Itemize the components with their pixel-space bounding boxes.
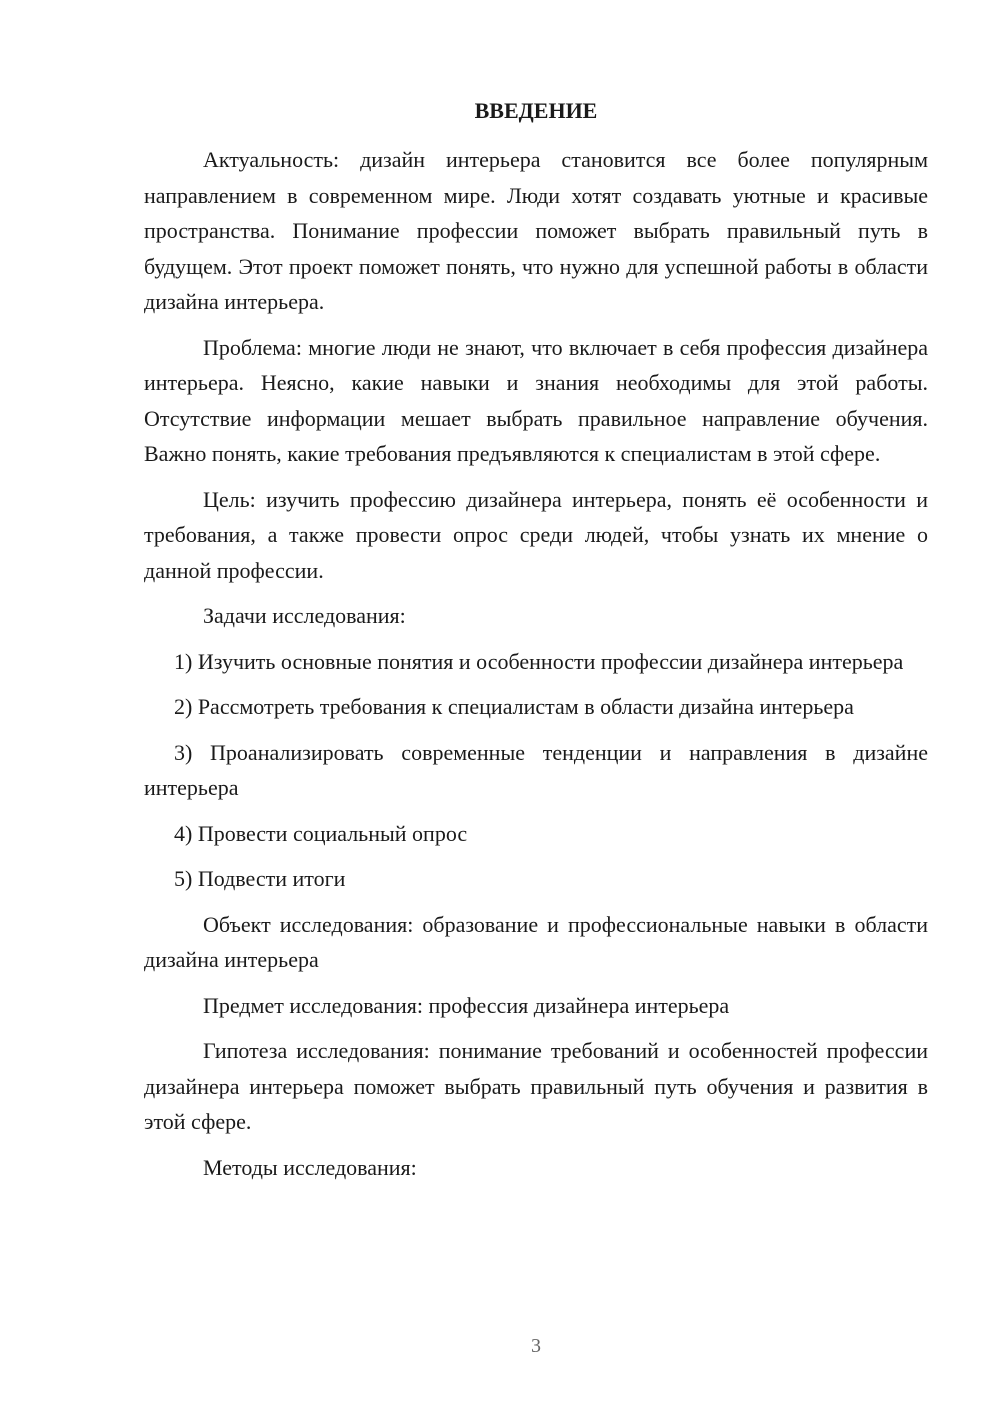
section-title: ВВЕДЕНИЕ: [474, 98, 598, 123]
paragraph-object: Объект исследования: образование и профессиональные навыки в области дизайна интерьера: [144, 911, 928, 972]
paragraph-problem: Проблема: многие люди не знают, что включает в себя профессия дизайнера интерьера. Неясно, какие навыки и знания необходимы для этой работы. Отсутствие информации мешает выбрать правильное направление обучения. Важно понять, какие требования предъявляются к специалистам в этой сфере.: [144, 334, 928, 466]
paragraph-hypothesis: Гипотеза исследования: понимание требований и особенностей профессии дизайнера интерьера поможет выбрать правильный путь обучения и развития в этой сфере.: [144, 1038, 928, 1134]
paragraph-subject: Предмет исследования: профессия дизайнера интерьера: [203, 992, 730, 1018]
document-body: [144, 142, 928, 1195]
task-item-1: 1) Изучить основные понятия и особенности профессии дизайнера интерьера: [174, 648, 904, 674]
page-number: 3: [531, 1335, 541, 1357]
task-item-3: 3) Проанализировать современные тенденции и направления в дизайне интерьера: [144, 739, 928, 800]
paragraph-tasks-heading: Задачи исследования:: [203, 603, 406, 628]
paragraph-methods: Методы исследования:: [203, 1154, 417, 1180]
task-item-2: 2) Рассмотреть требования к специалистам в области дизайна интерьера: [174, 694, 854, 719]
task-item-4: 4) Провести социальный опрос: [174, 820, 468, 846]
paragraph-relevance: Актуальность: дизайн интерьера становится все более популярным направлением в современном мире. Люди хотят создавать уютные и красивые пространства. Понимание профессии поможет выбрать правильный путь в будущем. Этот проект поможет понять, что нужно для успешной работы в области дизайна интерьера.: [144, 147, 928, 314]
paragraph-goal: Цель: изучить профессию дизайнера интерьера, понять её особенности и требования, а также провести опрос среди людей, чтобы узнать их мнение о данной профессии.: [144, 486, 928, 583]
task-item-5: 5) Подвести итоги: [174, 866, 346, 891]
